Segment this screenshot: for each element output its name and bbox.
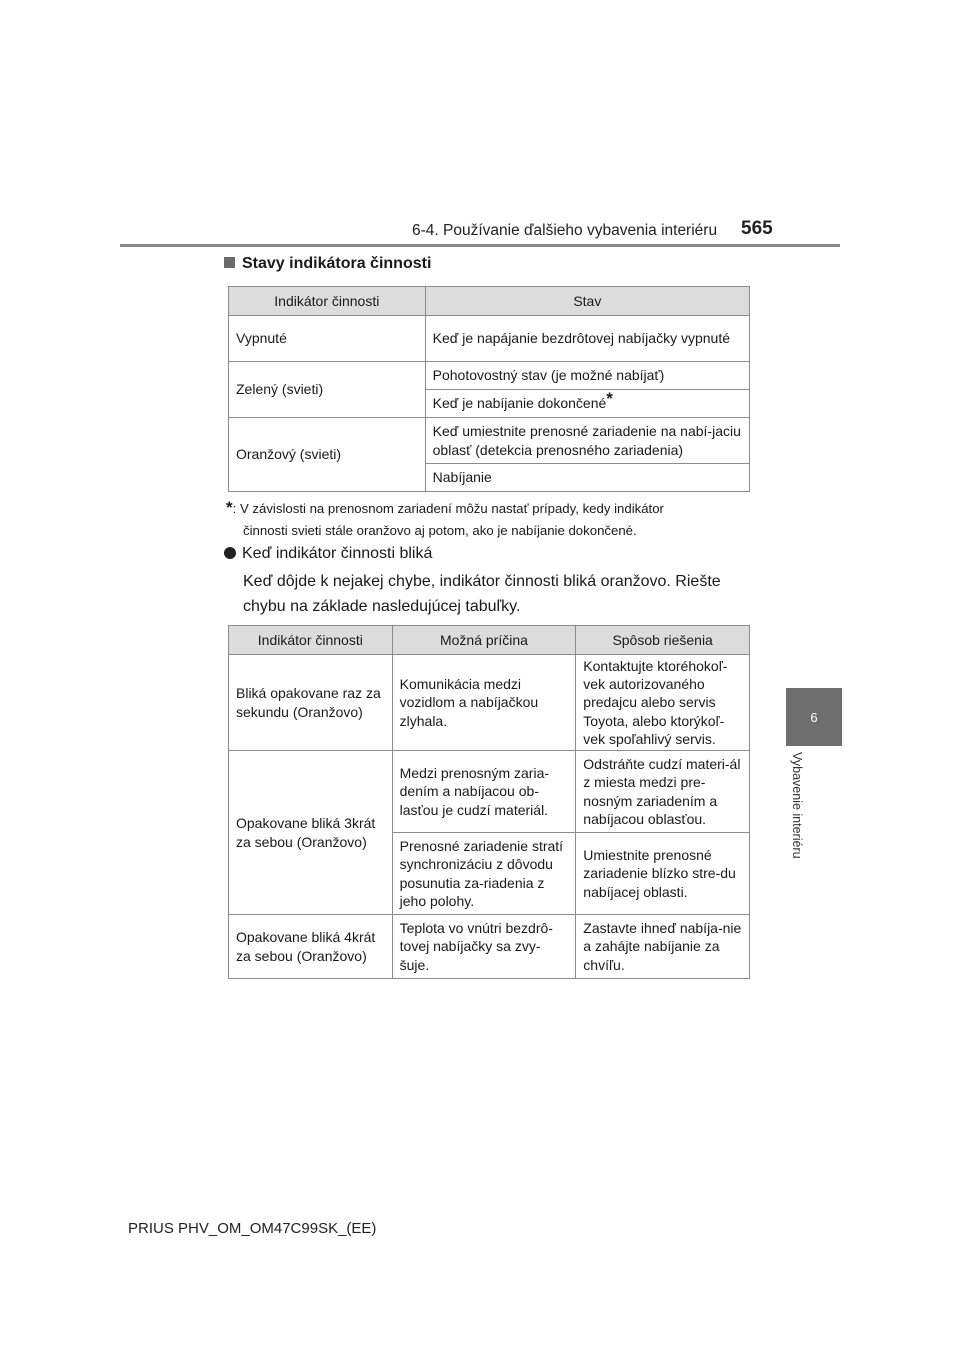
section-title: 6-4. Používanie ďalšieho vybavenia interiéru (412, 222, 718, 239)
table-cell: Kontaktujte ktoréhokoľ-vek autorizovaného predajcu alebo servis Toyota, alebo ktorýkoľ-vek spoľahlivý servis. (576, 655, 750, 751)
section-heading-text: Stavy indikátora činnosti (242, 255, 432, 272)
blinking-indicator-table (228, 625, 750, 979)
table-cell: Pohotovostný stav (je možné nabíjať) (425, 362, 749, 390)
indicator-status-table (228, 286, 750, 492)
column-header: Spôsob riešenia (576, 626, 750, 655)
table-header-row (229, 287, 750, 316)
page-number: 565 (741, 218, 773, 239)
table-cell: Komunikácia medzi vozidlom a nabíjačkou zlyhala. (392, 655, 576, 751)
table-cell: Oranžový (svieti) (229, 418, 426, 492)
column-header: Stav (425, 287, 749, 316)
table-cell: Keď je napájanie bezdrôtovej nabíjačky vypnuté (425, 316, 749, 362)
table-cell: Medzi prenosným zaria-dením a nabíjacou ob-lasťou je cudzí materiál. (392, 751, 576, 833)
bullet-paragraph: Keď dôjde k nejakej chybe, indikátor činnosti bliká oranžovo. Riešte chybu na základe nasledujúcej tabuľky. (243, 573, 721, 615)
footnote-line1: : V závislosti na prenosnom zariadení môžu nastať prípady, kedy indikátor (232, 501, 664, 516)
column-header: Indikátor činnosti (229, 626, 393, 655)
table-row (229, 316, 750, 362)
table-cell: Prenosné zariadenie stratí synchronizáciu z dôvodu posunutia za-riadenia z jeho polohy. (392, 833, 576, 915)
chapter-label (786, 752, 804, 892)
column-header: Možná príčina (392, 626, 576, 655)
table-row (229, 915, 750, 979)
table-cell: Vypnuté (229, 316, 426, 362)
footnote (226, 495, 750, 542)
chapter-tab (786, 688, 842, 746)
chapter-number: 6 (810, 709, 818, 725)
bullet-heading-text: Keď indikátor činnosti bliká (242, 545, 433, 562)
bullet-heading (224, 545, 432, 563)
footnote-star: * (226, 498, 233, 517)
cell-text: Keď je nabíjanie dokončené (432, 395, 607, 412)
table-cell (425, 390, 749, 418)
table-row (229, 418, 750, 464)
table-cell: Odstráňte cudzí materi-ál z miesta medzi pre-nosným zariadením a nabíjacou oblasťou. (576, 751, 750, 833)
table-cell: Keď umiestnite prenosné zariadenie na nabí-jaciu oblasť (detekcia prenosného zariadenia) (425, 418, 749, 464)
table-cell: Umiestnite prenosné zariadenie blízko stre-du nabíjacej oblasti. (576, 833, 750, 915)
square-bullet-icon (224, 257, 235, 268)
footnote-mark: * (606, 389, 613, 409)
table-cell: Teplota vo vnútri bezdrô-tovej nabíjačky sa zvy-šuje. (392, 915, 576, 979)
circle-bullet-icon (224, 547, 236, 559)
table-row (229, 362, 750, 390)
section-heading (224, 255, 431, 273)
table-row (229, 751, 750, 833)
table-row (229, 655, 750, 751)
table-cell: Nabíjanie (425, 464, 749, 492)
document-code: PRIUS PHV_OM_OM47C99SK_(EE) (128, 1220, 377, 1237)
chapter-label-text: Vybavenie interiéru (790, 752, 804, 859)
table-cell: Zelený (svieti) (229, 362, 426, 418)
table-cell: Opakovane bliká 4krát za sebou (Oranžovo) (229, 915, 393, 979)
column-header: Indikátor činnosti (229, 287, 426, 316)
table-cell: Bliká opakovane raz za sekundu (Oranžovo) (229, 655, 393, 751)
table-cell: Opakovane bliká 3krát za sebou (Oranžovo) (229, 751, 393, 915)
table-cell: Zastavte ihneď nabíja-nie a zahájte nabíjanie za chvíľu. (576, 915, 750, 979)
header-divider (120, 244, 840, 247)
table-header-row (229, 626, 750, 655)
footnote-line2: činnosti svieti stále oranžovo aj potom, ako je nabíjanie dokončené. (243, 523, 637, 539)
